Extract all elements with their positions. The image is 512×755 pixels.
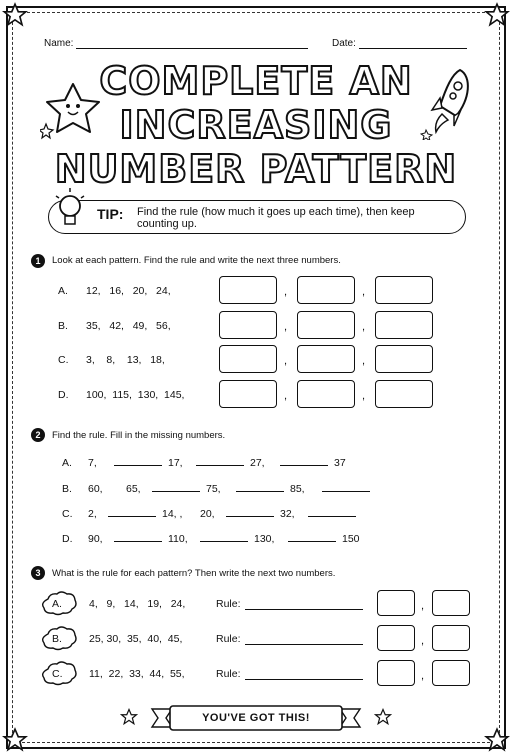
s3-row-a-rule-label: Rule: [216,598,241,610]
s2-row-a: A. 7, 17, 27, 37 [62,457,346,469]
star-icon [484,727,510,753]
s3-row-a-terms: 4, 9, 14, 19, 24, [89,598,186,610]
title-line-1: COMPLETE AN [99,59,413,103]
s3-row-b-letter: B. [52,633,62,645]
section-2-number: 2 [31,428,45,442]
s2-row-c: C. 2, 14, , 20, 32, [62,507,362,520]
rule-line[interactable] [245,668,363,680]
star-outline-icon [374,708,392,726]
title-line-3: NUMBER PATTERN [54,147,458,191]
answer-box[interactable] [375,380,433,408]
answer-box[interactable] [375,311,433,339]
blank-field[interactable] [114,532,162,542]
blank-field[interactable] [108,507,156,517]
name-label: Name: [44,38,74,49]
answer-box[interactable] [297,276,355,304]
answer-box[interactable] [432,590,470,616]
blank-field[interactable] [114,456,162,466]
rule-line[interactable] [245,598,363,610]
s3-row-b-terms: 25, 30, 35, 40, 45, [89,633,183,645]
star-outline-icon [120,708,138,726]
s1-row-a-terms: 12, 16, 20, 24, [86,285,171,297]
blank-field[interactable] [308,507,356,517]
section-1-number: 1 [31,254,45,268]
s1-row-d-terms: 100, 115, 130, 145, [86,389,185,401]
answer-box[interactable] [375,276,433,304]
comma: , [362,286,366,298]
answer-box[interactable] [219,345,277,373]
blank-field[interactable] [288,532,336,542]
comma: , [362,321,366,333]
answer-box[interactable] [219,276,277,304]
s1-row-c-letter: C. [58,354,69,366]
s1-row-b-letter: B. [58,320,68,332]
comma: , [421,670,425,682]
smiling-star-icon [40,80,110,142]
comma: , [362,390,366,402]
answer-box[interactable] [377,660,415,686]
answer-box[interactable] [377,590,415,616]
answer-box[interactable] [377,625,415,651]
s1-row-b-terms: 35, 42, 49, 56, [86,320,171,332]
blank-field[interactable] [200,532,248,542]
s2-row-b: B. 60, 65, 75, 85, [62,482,376,495]
blank-field[interactable] [152,482,200,492]
blank-field[interactable] [236,482,284,492]
rule-line[interactable] [245,633,363,645]
blank-field[interactable] [196,456,244,466]
answer-box[interactable] [297,311,355,339]
section-2-instruction: Find the rule. Fill in the missing numbers. [52,430,226,441]
answer-box[interactable] [297,380,355,408]
answer-box[interactable] [375,345,433,373]
star-icon [484,2,510,28]
s3-row-c-letter: C. [52,668,63,680]
s3-row-a-letter: A. [52,598,62,610]
name-field[interactable] [44,38,308,49]
blank-field[interactable] [280,456,328,466]
s1-row-c-terms: 3, 8, 13, 18, [86,354,165,366]
answer-box[interactable] [219,311,277,339]
comma: , [421,635,425,647]
s1-row-a-letter: A. [58,285,68,297]
date-line[interactable] [359,48,467,49]
lightbulb-icon [52,186,88,232]
title-line-2: INCREASING [119,103,393,147]
tip-label: TIP: [97,206,124,222]
comma: , [284,286,288,298]
comma: , [284,321,288,333]
answer-box[interactable] [432,625,470,651]
section-1-instruction: Look at each pattern. Find the rule and write the next three numbers. [52,255,341,266]
rocket-icon [420,66,478,140]
comma: , [362,355,366,367]
answer-box[interactable] [219,380,277,408]
date-field[interactable] [332,38,467,49]
section-3-number: 3 [31,566,45,580]
banner-text: YOU'VE GOT THIS! [202,712,310,724]
answer-box[interactable] [297,345,355,373]
comma: , [284,390,288,402]
section-3-instruction: What is the rule for each pattern? Then write the next two numbers. [52,568,336,579]
date-label: Date: [332,38,356,49]
blank-field[interactable] [322,482,370,492]
comma: , [421,600,425,612]
blank-field[interactable] [226,507,274,517]
star-icon [2,727,28,753]
comma: , [284,355,288,367]
star-icon [2,2,28,28]
tip-text: Find the rule (how much it goes up each time), then keep counting up. [137,206,415,230]
name-line[interactable] [76,48,308,49]
s3-row-c-terms: 11, 22, 33, 44, 55, [89,668,185,680]
s3-row-b-rule-label: Rule: [216,633,241,645]
answer-box[interactable] [432,660,470,686]
s3-row-c-rule-label: Rule: [216,668,241,680]
s2-row-d: D. 90, 110, 130, 150 [62,533,360,545]
s1-row-d-letter: D. [58,389,69,401]
